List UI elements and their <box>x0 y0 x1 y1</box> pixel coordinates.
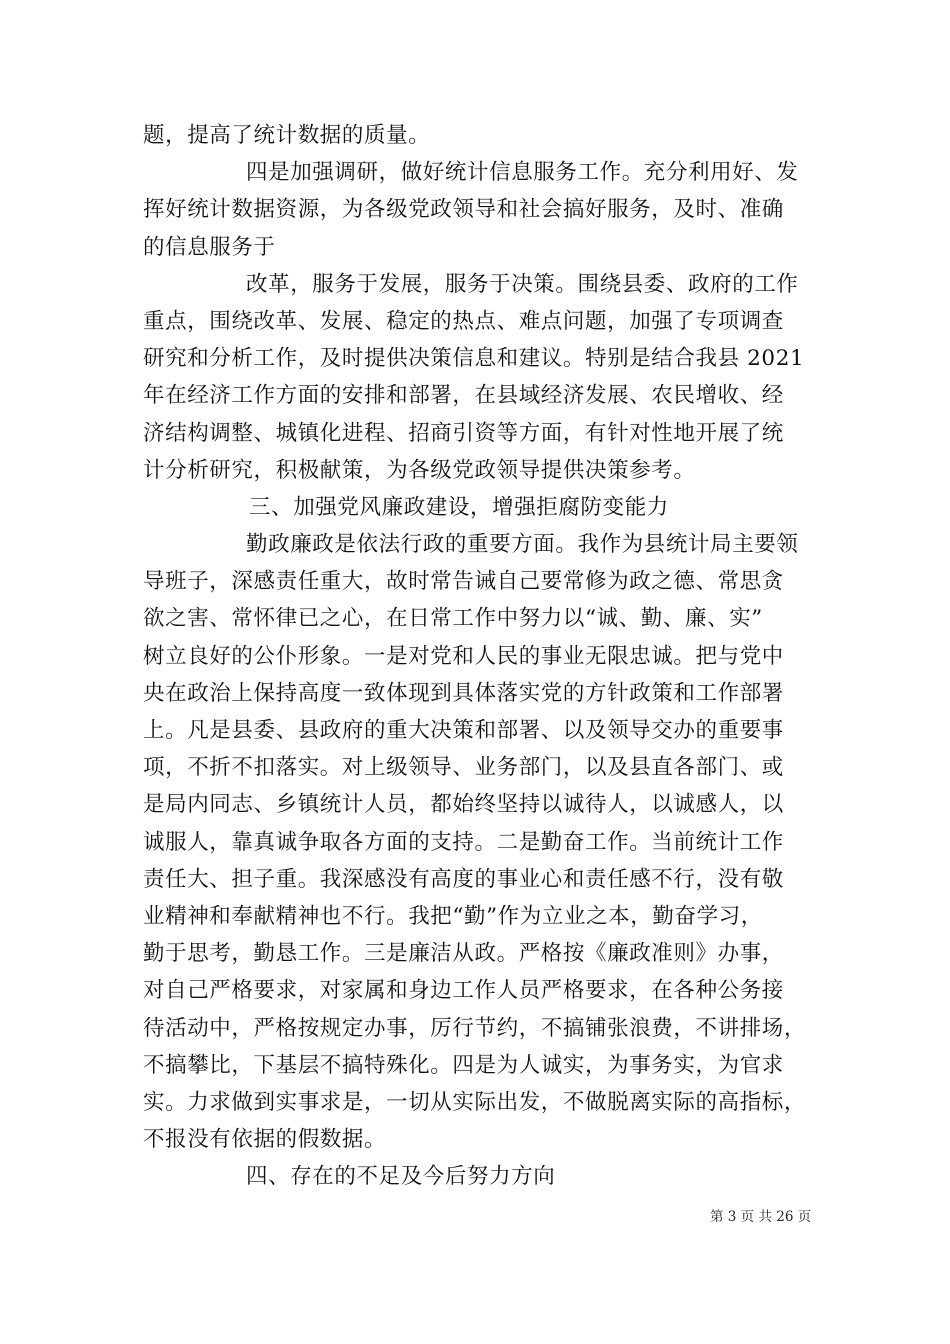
text-line: 重点，围绕改革、发展、稳定的热点、难点问题，加强了专项调查 <box>143 308 784 334</box>
text-line: 四是加强调研，做好统计信息服务工作。充分利用好、发 <box>246 160 799 186</box>
text-line: 业精神和奉献精神也不行。我把“勤”作为立业之本，勤奋学习， <box>143 903 763 929</box>
text-line: 导班子，深感责任重大，故时常告诫自己要常修为政之德、常思贪 <box>143 569 784 595</box>
text-line: 研究和分析工作，及时提供决策信息和建议。特别是结合我县 2021 <box>143 346 805 372</box>
text-line: 改革，服务于发展，服务于决策。围绕县委、政府的工作 <box>246 271 799 297</box>
text-line: 是局内同志、乡镇统计人员，都始终坚持以诚待人，以诚感人，以 <box>143 792 784 818</box>
text-line: 欲之害、常怀律已之心，在日常工作中努力以“诚、勤、廉、实” <box>143 606 763 632</box>
text-line: 不搞攀比，下基层不搞特殊化。四是为人诚实，为事务实，为官求 <box>143 1052 784 1078</box>
text-line: 待活动中，严格按规定办事，厉行节约，不搞铺张浪费，不讲排场， <box>143 1015 807 1041</box>
section-heading: 三、加强党风廉政建设，增强拒腐防变能力 <box>249 494 669 520</box>
text-line: 诚服人，靠真诚争取各方面的支持。二是勤奋工作。当前统计工作 <box>143 829 784 855</box>
text-line: 对自己严格要求，对家属和身边工作人员严格要求，在各种公务接 <box>143 978 784 1004</box>
text-line: 勤于思考，勤恳工作。三是廉洁从政。严格按《廉政准则》办事， <box>143 941 784 967</box>
text-line: 挥好统计数据资源，为各级党政领导和社会搞好服务，及时、准确 <box>143 197 784 223</box>
text-line: 上。凡是县委、县政府的重大决策和部署、以及领导交办的重要事 <box>143 718 784 743</box>
text-line: 勤政廉政是依法行政的重要方面。我作为县统计局主要领 <box>246 532 799 558</box>
text-line: 项，不折不扣落实。对上级领导、业务部门，以及县直各部门、或 <box>143 755 784 781</box>
text-line: 年在经济工作方面的安排和部署，在县域经济发展、农民增收、经 <box>143 383 784 409</box>
text-line: 计分析研究，积极献策，为各级党政领导提供决策参考。 <box>143 457 696 483</box>
body-text <box>143 117 810 1195</box>
text-line: 树立良好的公仆形象。一是对党和人民的事业无限忠诚。把与党中 <box>143 643 784 669</box>
text-line: 实。力求做到实事求是，一切从实际出发，不做脱离实际的高指标， <box>143 1089 807 1115</box>
section-heading: 四、存在的不足及今后努力方向 <box>246 1164 556 1190</box>
text-line: 题，提高了统计数据的质量。 <box>143 123 431 148</box>
text-line: 央在政治上保持高度一致体现到具体落实党的方针政策和工作部署 <box>143 680 784 706</box>
text-line: 济结构调整、城镇化进程、招商引资等方面，有针对性地开展了统 <box>143 420 784 446</box>
text-line: 的信息服务于 <box>143 234 276 260</box>
text-line: 责任大、担子重。我深感没有高度的事业心和责任感不行，没有敬 <box>143 866 784 892</box>
text-line: 不报没有依据的假数据。 <box>143 1127 387 1153</box>
page-number-footer: 第 3 页 共 26 页 <box>710 1209 812 1225</box>
